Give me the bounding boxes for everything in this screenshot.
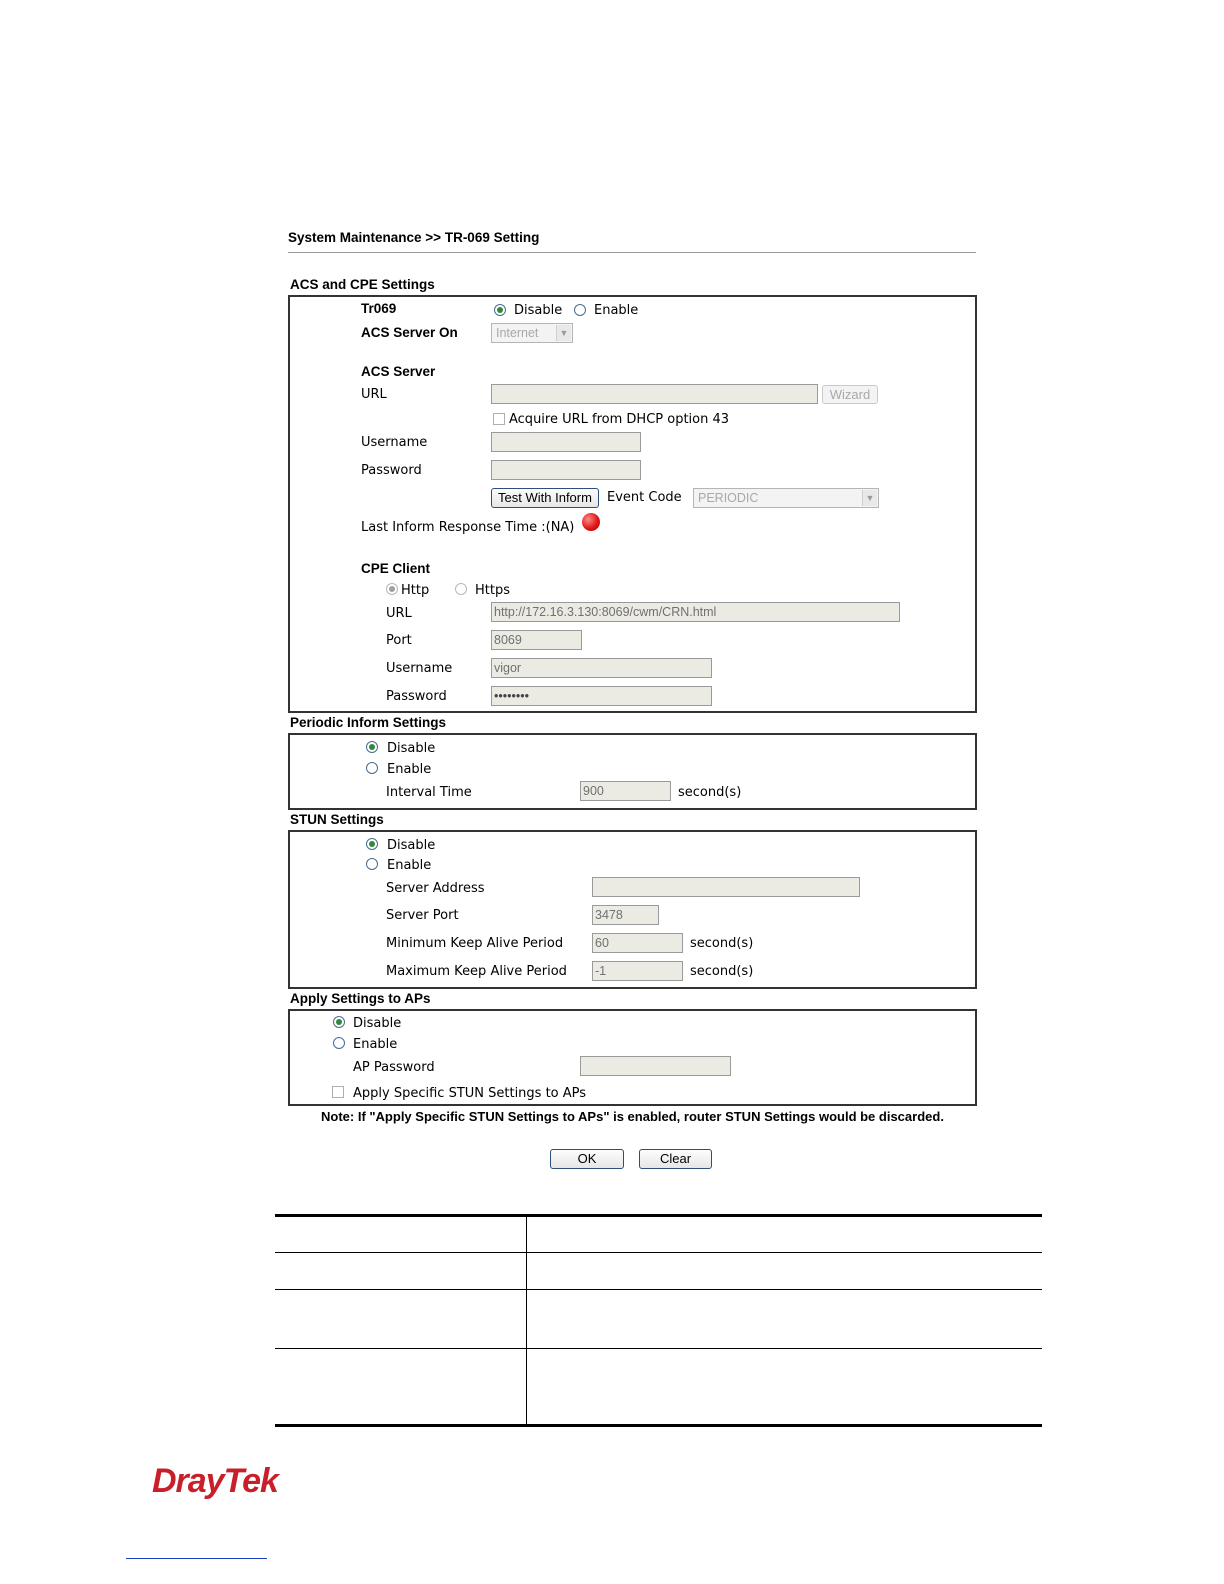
apply-stun-label: Apply Specific STUN Settings to APs (353, 1086, 587, 1101)
table-row-divider (275, 1348, 1042, 1349)
cpe-password-label: Password (386, 689, 447, 704)
acs-server-on-select[interactable] (491, 323, 573, 343)
cpe-http-radio[interactable] (386, 583, 398, 595)
wizard-button[interactable]: Wizard (822, 385, 878, 404)
stun-server-port-input[interactable]: 3478 (592, 905, 659, 925)
periodic-disable-label: Disable (387, 741, 436, 756)
aps-enable-label: Enable (353, 1037, 398, 1052)
acs-username-input[interactable] (491, 432, 641, 452)
stun-server-port-label: Server Port (386, 908, 459, 923)
periodic-section-title: Periodic Inform Settings (290, 715, 447, 730)
acs-server-heading: ACS Server (361, 364, 436, 379)
table-row-divider (275, 1252, 1042, 1253)
last-inform-response-label: Last Inform Response Time :(NA) (361, 520, 575, 535)
clear-button[interactable]: Clear (639, 1149, 712, 1169)
apply-stun-checkbox[interactable] (332, 1086, 344, 1098)
ap-password-input[interactable] (580, 1056, 731, 1076)
acs-url-input[interactable] (491, 384, 818, 404)
acs-username-label: Username (361, 435, 428, 450)
tr069-enable-radio[interactable] (574, 304, 586, 316)
stun-section-title: STUN Settings (290, 812, 384, 827)
table-column-divider (526, 1217, 527, 1424)
max-keep-alive-label: Maximum Keep Alive Period (386, 964, 567, 979)
interval-unit-label: second(s) (678, 785, 742, 800)
tr069-disable-label: Disable (514, 303, 563, 318)
interval-time-label: Interval Time (386, 785, 472, 800)
chevron-down-icon: ▼ (556, 325, 571, 341)
cpe-https-radio[interactable] (455, 583, 467, 595)
stun-disable-label: Disable (387, 838, 436, 853)
ap-password-label: AP Password (353, 1060, 435, 1075)
cpe-username-input[interactable]: vigor (491, 658, 712, 678)
periodic-disable-radio[interactable] (366, 741, 378, 753)
cpe-url-label: URL (386, 606, 412, 621)
cpe-port-label: Port (386, 633, 412, 648)
stun-disable-radio[interactable] (366, 838, 378, 850)
tr069-disable-radio[interactable] (494, 304, 506, 316)
aps-disable-label: Disable (353, 1016, 402, 1031)
footer-link-underline (126, 1558, 267, 1559)
status-dot-icon (582, 513, 600, 531)
acquire-url-label: Acquire URL from DHCP option 43 (509, 412, 730, 427)
min-keep-alive-input[interactable]: 60 (592, 933, 683, 953)
discard-note: Note: If "Apply Specific STUN Settings to APs" is enabled, router STUN Settings would be discarded. (321, 1109, 944, 1124)
stun-server-address-input[interactable] (592, 877, 860, 897)
stun-enable-label: Enable (387, 858, 432, 873)
tr069-label: Tr069 (361, 301, 397, 316)
min-keep-alive-label: Minimum Keep Alive Period (386, 936, 564, 951)
acs-cpe-section-title: ACS and CPE Settings (290, 277, 435, 292)
breadcrumb-divider (288, 252, 976, 253)
cpe-http-label: Http (401, 583, 430, 598)
acs-server-on-label: ACS Server On (361, 325, 458, 340)
event-code-select[interactable] (693, 488, 879, 508)
ok-button[interactable]: OK (550, 1149, 624, 1169)
cpe-client-heading: CPE Client (361, 561, 431, 576)
test-with-inform-button[interactable]: Test With Inform (491, 488, 599, 508)
table-row-divider (275, 1289, 1042, 1290)
aps-enable-radio[interactable] (333, 1037, 345, 1049)
max-keep-alive-unit: second(s) (690, 964, 754, 979)
interval-time-input[interactable]: 900 (580, 781, 671, 801)
aps-disable-radio[interactable] (333, 1016, 345, 1028)
cpe-password-input[interactable]: •••••••• (491, 686, 712, 706)
min-keep-alive-unit: second(s) (690, 936, 754, 951)
acs-password-label: Password (361, 463, 422, 478)
cpe-port-input[interactable]: 8069 (491, 630, 582, 650)
max-keep-alive-input[interactable]: -1 (592, 961, 683, 981)
event-code-value: PERIODIC (698, 491, 759, 505)
cpe-url-input[interactable]: http://172.16.3.130:8069/cwm/CRN.html (491, 602, 900, 622)
acs-server-on-value: Internet (496, 326, 539, 340)
cpe-https-label: Https (475, 583, 510, 598)
chevron-down-icon: ▼ (862, 490, 877, 506)
breadcrumb: System Maintenance >> TR-069 Setting (288, 230, 540, 245)
acs-password-input[interactable] (491, 460, 641, 480)
cpe-username-label: Username (386, 661, 453, 676)
periodic-enable-radio[interactable] (366, 762, 378, 774)
draytek-logo: DrayTek (152, 1462, 278, 1500)
tr069-enable-label: Enable (594, 303, 639, 318)
table-top-rule (275, 1214, 1042, 1217)
acs-url-label: URL (361, 387, 387, 402)
stun-enable-radio[interactable] (366, 858, 378, 870)
stun-server-address-label: Server Address (386, 881, 485, 896)
periodic-enable-label: Enable (387, 762, 432, 777)
table-bottom-rule (275, 1424, 1042, 1427)
acquire-url-checkbox[interactable] (493, 413, 505, 425)
event-code-label: Event Code (607, 490, 682, 505)
aps-section-title: Apply Settings to APs (290, 991, 431, 1006)
